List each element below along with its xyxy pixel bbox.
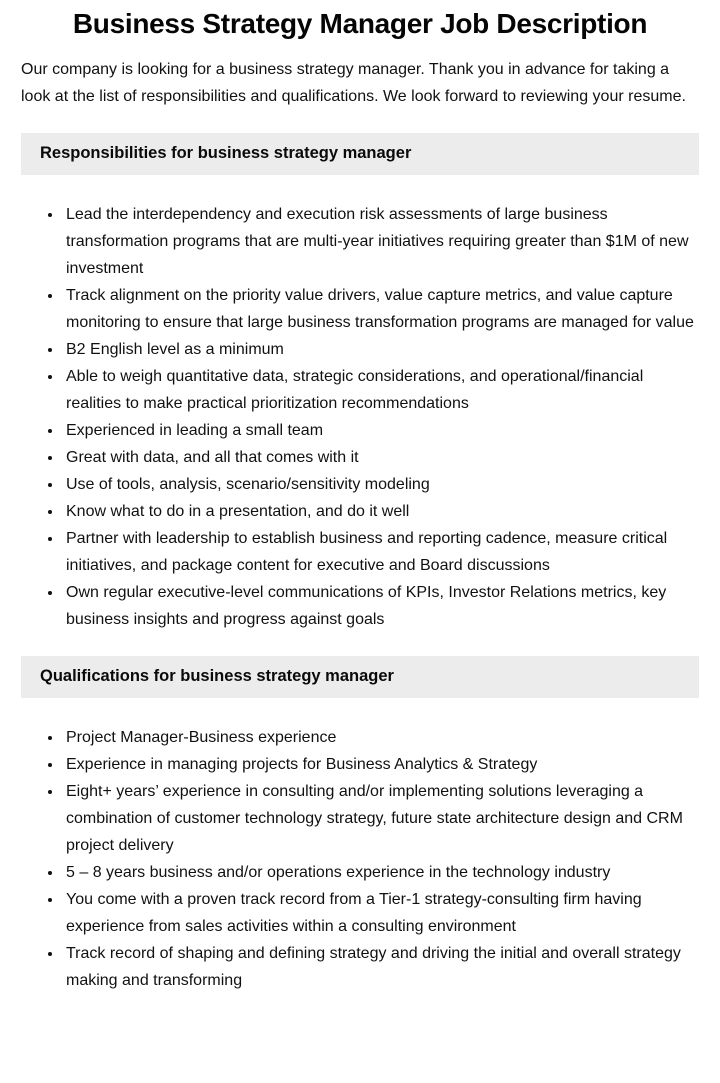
list-item: • Experience in managing projects for Business Analytics & Strategy (63, 751, 699, 778)
list-item: • Use of tools, analysis, scenario/sensitivity modeling (63, 471, 699, 498)
page-title: Business Strategy Manager Job Description (72, 8, 648, 39)
list-item: • Track record of shaping and defining strategy and driving the initial and overall strategy making and transforming (63, 940, 699, 994)
qualifications-list (21, 724, 699, 994)
responsibilities-section (21, 133, 699, 633)
list-item: • Eight+ years’ experience in consulting and/or implementing solutions leveraging a combination of customer technology strategy, future state architecture design and CRM project delivery (63, 778, 699, 859)
intro-paragraph: Our company is looking for a business strategy manager. Thank you in advance for taking a look at the list of responsibilities and qualifications. We look forward to reviewing your resume. (21, 61, 686, 105)
list-item: • Know what to do in a presentation, and do it well (63, 498, 699, 525)
list-item: • Experienced in leading a small team (63, 417, 699, 444)
list-item: • Able to weigh quantitative data, strategic considerations, and operational/financial realities to make practical prioritization recommendations (63, 363, 699, 417)
list-item: • Project Manager-Business experience (63, 724, 699, 751)
list-item: • Track alignment on the priority value drivers, value capture metrics, and value capture monitoring to ensure that large business transformation programs are managed for value (63, 282, 699, 336)
responsibilities-heading: Responsibilities for business strategy manager (21, 133, 699, 175)
responsibilities-list (21, 201, 699, 633)
list-item: • Own regular executive-level communications of KPIs, Investor Relations metrics, key business insights and progress against goals (63, 579, 699, 633)
list-item: • Lead the interdependency and execution risk assessments of large business transformation programs that are multi-year initiatives requiring greater than $1M of new investment (63, 201, 699, 282)
list-item: • Great with data, and all that comes with it (63, 444, 699, 471)
list-item: • 5 – 8 years business and/or operations experience in the technology industry (63, 859, 699, 886)
list-item: • You come with a proven track record from a Tier-1 strategy-consulting firm having experience from sales activities within a consulting environment (63, 886, 699, 940)
list-item: • Partner with leadership to establish business and reporting cadence, measure critical initiatives, and package content for executive and Board discussions (63, 525, 699, 579)
list-item: • B2 English level as a minimum (63, 336, 699, 363)
qualifications-section (21, 656, 699, 994)
qualifications-heading: Qualifications for business strategy manager (21, 656, 699, 698)
